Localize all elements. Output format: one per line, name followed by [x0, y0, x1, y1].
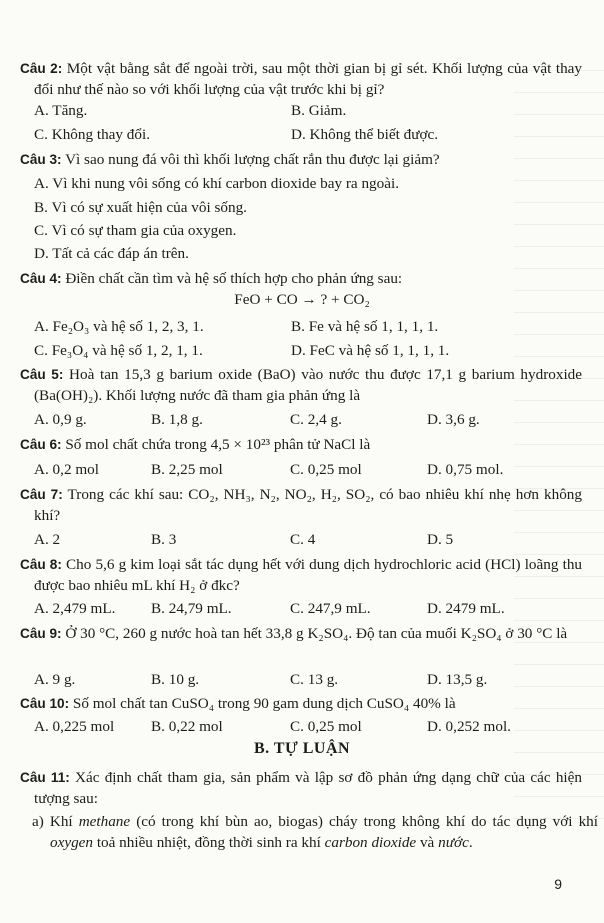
question-text: Ở 30 °C, 260 g nước hoà tan hết 33,8 g K₂SO₄. Độ tan của muối K₂SO₄ ở 30 °C là — [61, 625, 568, 642]
option-b: B. Giảm. — [291, 102, 347, 119]
option-b: B. 24,79 mL. — [151, 600, 232, 617]
term-water: nước — [438, 834, 469, 851]
option-a: A. 2,479 mL. — [34, 600, 116, 617]
option-d: D. 5 — [427, 531, 454, 548]
option-b: B. 1,8 g. — [151, 411, 203, 428]
option-d: D. 0,75 mol. — [427, 461, 504, 478]
question-text: Cho 5,6 g kim loại sắt tác dụng hết với dung dịch hydrochloric acid (HCl) loãng thu được bao nhiêu mL khí H₂ ở đkc? — [34, 556, 583, 594]
section-heading: B. TỰ LUẬN — [253, 740, 351, 757]
option-c: C. 0,25 mol — [290, 718, 362, 735]
option-d: D. Không thể biết được. — [291, 126, 439, 143]
option-b: B. Fe và hệ số 1, 1, 1, 1. — [291, 318, 439, 335]
option-d: D. Tất cả các đáp án trên. — [34, 245, 189, 262]
text-run: và — [416, 834, 439, 851]
option-c: C. 4 — [290, 531, 316, 548]
option-a: A. 0,9 g. — [34, 411, 87, 428]
option-c: C. Vì có sự tham gia của oxygen. — [34, 222, 237, 239]
term-carbon-dioxide: carbon dioxide — [324, 834, 417, 851]
option-b: B. 10 g. — [151, 671, 200, 688]
question-9 — [20, 623, 582, 644]
option-a: A. 9 g. — [34, 671, 76, 688]
option-b: B. Vì có sự xuất hiện của vôi sống. — [34, 199, 247, 216]
question-8 — [20, 554, 582, 596]
question-6 — [20, 434, 568, 455]
option-b: B. 2,25 mol — [151, 461, 223, 478]
question-3 — [20, 149, 568, 170]
question-label: Câu 3: — [20, 152, 62, 167]
text-run: toả nhiều nhiệt, đồng thời sinh ra khí — [93, 834, 325, 851]
option-c: C. Không thay đổi. — [34, 126, 151, 143]
question-label: Câu 10: — [20, 696, 70, 711]
question-text: Một vật bằng sắt để ngoài trời, sau một thời gian bị gỉ sét. Khối lượng của vật thay đổi như thế nào so với khối lượng của vật trước khi bị gỉ? — [34, 60, 583, 98]
term-oxygen: oxygen — [50, 834, 94, 851]
option-d: D. 13,5 g. — [427, 671, 488, 688]
question-text: Hoà tan 15,3 g barium oxide (BaO) vào nước thu được 17,1 g barium hydroxide (Ba(OH)₂). Khối lượng nước đã tham gia phản ứng là — [34, 366, 583, 404]
term-methane: methane — [78, 813, 131, 830]
option-c: C. Fe₃O₄ và hệ số 1, 2, 1, 1. — [34, 342, 203, 359]
question-5 — [20, 364, 582, 406]
question-label: Câu 9: — [20, 626, 62, 641]
text-run: (có trong khí bùn ao, biogas) cháy trong không khí do tác dụng với khí — [130, 813, 598, 830]
question-label: Câu 2: — [20, 61, 63, 76]
option-d: D. 3,6 g. — [427, 411, 480, 428]
option-b: B. 0,22 mol — [151, 718, 223, 735]
page-number: 9 — [554, 876, 562, 892]
text-run: . — [468, 834, 473, 851]
option-a: A. 0,2 mol — [34, 461, 99, 478]
question-label: Câu 11: — [20, 770, 70, 785]
option-c: C. 0,25 mol — [290, 461, 362, 478]
question-label: Câu 8: — [20, 557, 62, 572]
question-text: Số mol chất chứa trong 4,5 × 10²³ phân tử NaCl là — [61, 436, 371, 453]
question-text: Vì sao nung đá vôi thì khối lượng chất rắn thu được lại giảm? — [61, 151, 440, 168]
question-label: Câu 4: — [20, 271, 62, 286]
option-d: D. 0,252 mol. — [427, 718, 511, 735]
option-a: A. 0,225 mol — [34, 718, 115, 735]
question-7 — [20, 484, 582, 526]
option-a: A. Fe₂O₃ và hệ số 1, 2, 3, 1. — [34, 318, 204, 335]
question-10 — [20, 693, 568, 714]
option-b: B. 3 — [151, 531, 177, 548]
question-label: Câu 6: — [20, 437, 62, 452]
question-11 — [20, 767, 582, 809]
question-label: Câu 7: — [20, 487, 63, 502]
option-a: A. 2 — [34, 531, 61, 548]
option-c: C. 2,4 g. — [290, 411, 342, 428]
question-11-part-a — [20, 811, 598, 853]
question-2 — [20, 58, 582, 100]
option-a: A. Tăng. — [34, 102, 88, 119]
question-text: Điền chất cần tìm và hệ số thích hợp cho phản ứng sau: — [61, 270, 403, 287]
option-c: C. 247,9 mL. — [290, 600, 371, 617]
option-a: A. Vì khi nung vôi sống có khí carbon dioxide bay ra ngoài. — [34, 175, 400, 192]
text-run: a) Khí — [32, 813, 79, 830]
question-text: Xác định chất tham gia, sản phẩm và lập sơ đồ phản ứng dạng chữ của các hiện tượng sau: — [34, 769, 582, 807]
option-d: D. FeC và hệ số 1, 1, 1, 1. — [291, 342, 450, 359]
question-label: Câu 5: — [20, 367, 64, 382]
question-text: Số mol chất tan CuSO₄ trong 90 gam dung dịch CuSO₄ 40% là — [69, 695, 456, 712]
question-4 — [20, 268, 568, 289]
reaction-equation: FeO + CO → ? + CO₂ — [234, 291, 370, 308]
option-c: C. 13 g. — [290, 671, 339, 688]
option-d: D. 2479 mL. — [427, 600, 505, 617]
question-text: Trong các khí sau: CO₂, NH₃, N₂, NO₂, H₂, SO₂, có bao nhiêu khí nhẹ hơn không khí? — [34, 486, 582, 524]
